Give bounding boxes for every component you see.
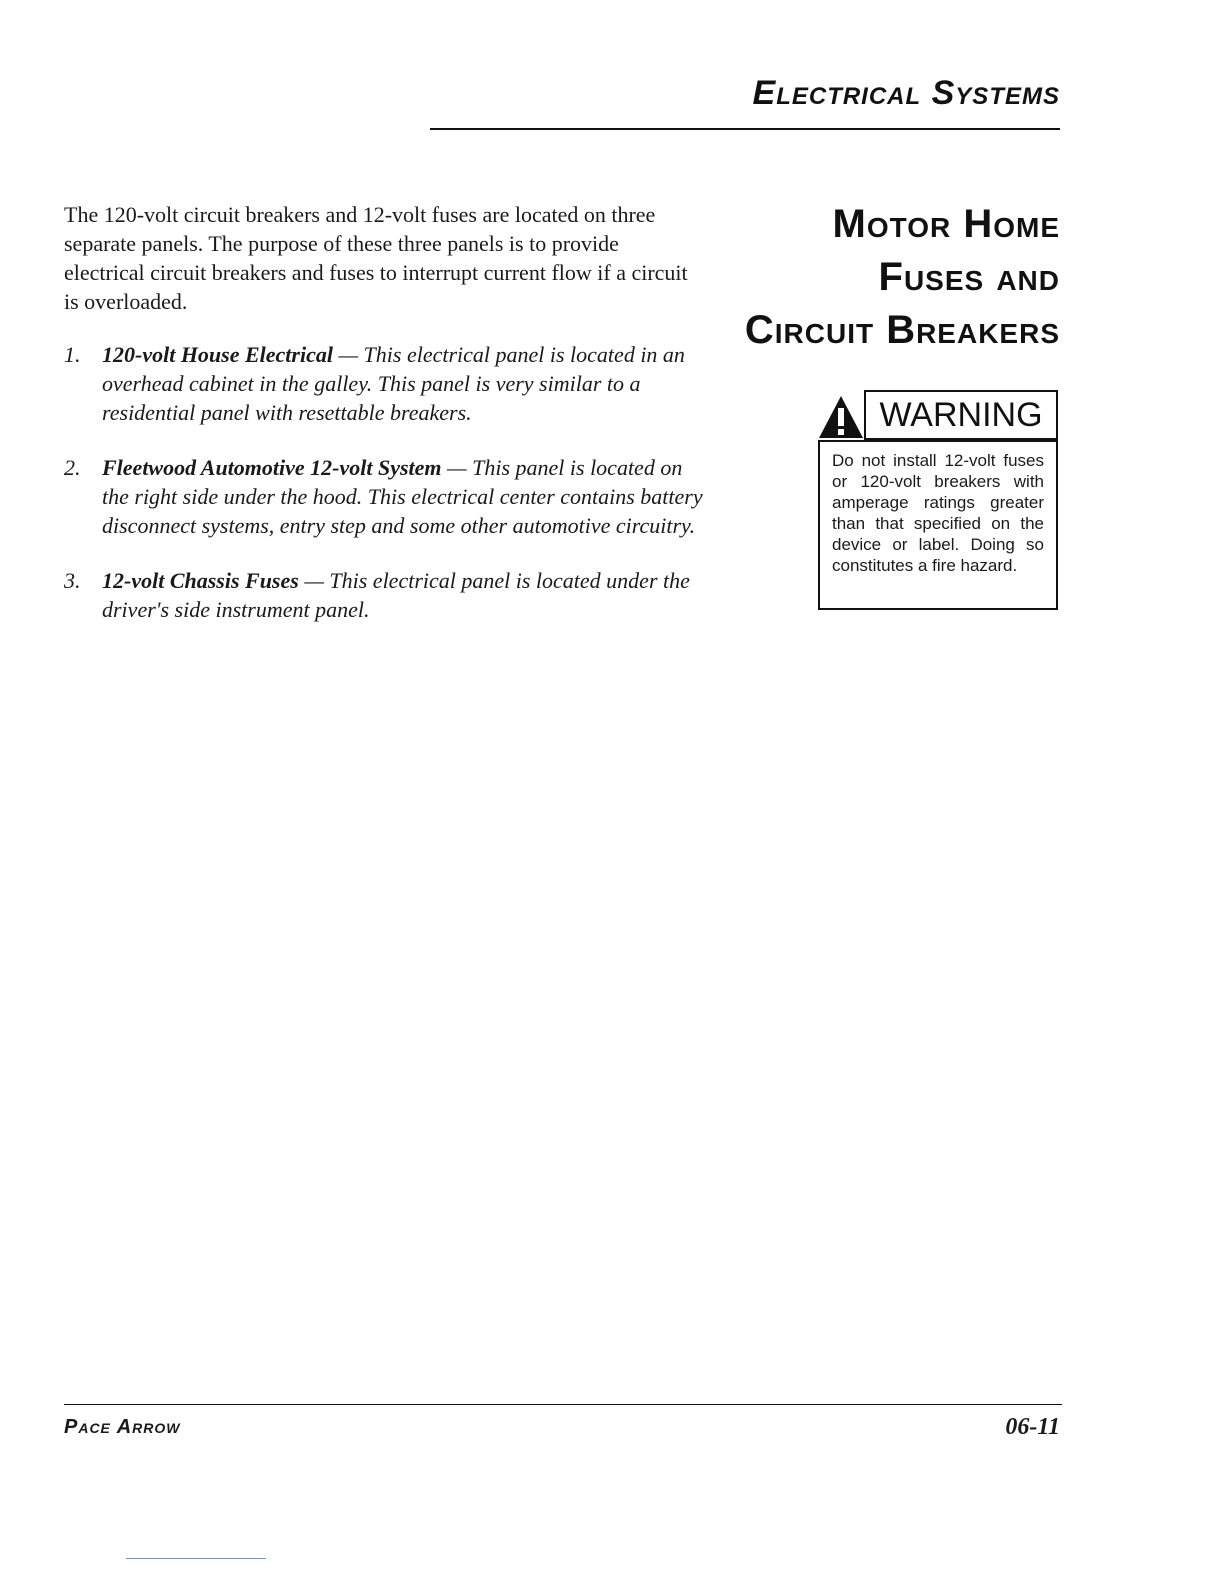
warning-label: WARNING [864,390,1058,440]
list-item-number: 1. [64,342,81,367]
list-item-text: — This electrical panel is located under the driver's side instrument panel. [102,568,690,622]
intro-paragraph: The 120-volt circuit breakers and 12-volt fuses are located on three separate panels. The purpose of these three panels is to provide electrical circuit breakers and fuses to interrupt current flow if a circuit is overloaded. [64,202,688,314]
list-item [64,340,714,427]
panel-list [64,340,714,650]
list-item-title: Fleetwood Automotive 12-volt System [102,455,442,480]
section-heading [660,198,1060,357]
section-heading-line: Circuit Breakers [744,308,1060,352]
header-rule [430,128,1060,130]
footer-product-name: Pace Arrow [64,1416,181,1438]
warning-box [818,390,1062,612]
list-item-text: — This panel is located on the right side under the hood. This electrical center contains battery disconnect systems, entry step and some other automotive circuitry. [102,455,703,538]
warning-triangle-icon [818,394,864,440]
warning-header [818,390,1062,440]
list-item-number: 3. [64,568,81,593]
footer-rule [64,1404,1062,1405]
section-header-title: Electrical Systems [752,74,1060,112]
scan-edge-line [126,1558,266,1559]
list-item [64,566,714,624]
list-item-title: 120-volt House Electrical [102,342,333,367]
list-item [64,453,714,540]
warning-text: Do not install 12-volt fuses or 120-volt breakers with amperage ratings greater than that specified on the device or label. Doing so constitutes a fire hazard. [818,440,1058,610]
section-heading-line: Fuses and [878,255,1060,299]
section-heading-line: Motor Home [832,202,1060,246]
list-item-number: 2. [64,455,81,480]
list-item-title: 12-volt Chassis Fuses [102,568,299,593]
list-item-text: — This electrical panel is located in an overhead cabinet in the galley. This panel is very similar to a residential panel with resettable breakers. [102,342,685,425]
page-number: 06-11 [1005,1414,1060,1440]
